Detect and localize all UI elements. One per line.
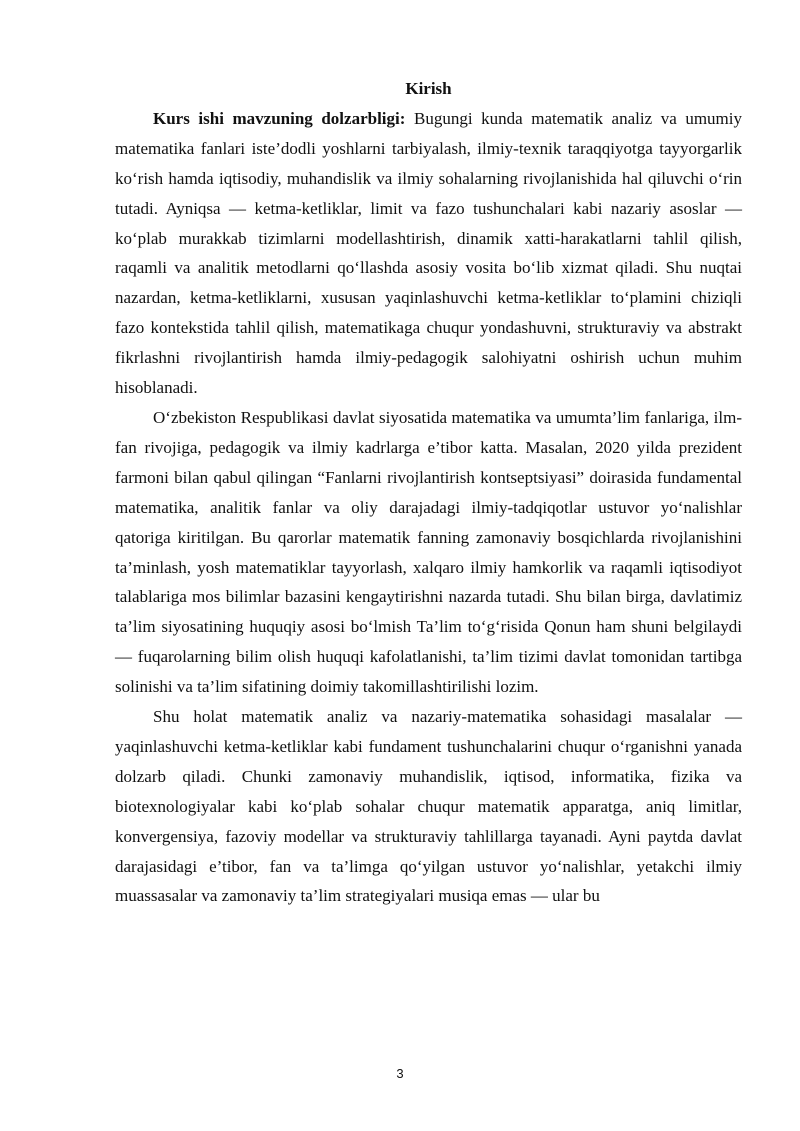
- paragraph-lead: Kurs ishi mavzuning dolzarbligi:: [153, 108, 406, 128]
- section-heading: Kirish: [405, 79, 452, 98]
- page-body: [115, 74, 742, 911]
- paragraph-3: Shu holat matematik analiz va nazariy-matematika sohasidagi masalalar — yaqinlashuvchi ketma-ketliklar kabi fundament tushunchalarini chuqur o‘rganishni yanada dolzarb qiladi. Chunki zamonaviy muhandislik, iqtisod, informatika, fizika va biotexnologiyalar kabi ko‘plab sohalar chuqur matematik apparatga, aniq limitlar, konvergensiya, fazoviy modellar va strukturaviy tahlillarga tayanadi. Ayni paytda davlat darajasidagi e’tibor, fan va ta’limga qo‘yilgan ustuvor yo‘nalishlar, yetakchi ilmiy muassasalar va zamonaviy ta’lim strategiyalari musiqa emas — ular bu: [115, 707, 742, 906]
- paragraph-2: O‘zbekiston Respublikasi davlat siyosatida matematika va umumta’lim fanlariga, ilm-fan rivojiga, pedagogik va ilmiy kadrlarga e’tibor katta. Masalan, 2020 yilda prezident farmoni bilan qabul qilingan “Fanlarni rivojlantirish kontseptsiyasi” doirasida fundamental matematika, analitik fanlar va oliy darajadagi ilmiy-tadqiqotlar ustuvor yo‘nalishlar qatoriga kiritilgan. Bu qarorlar matematik fanning zamonaviy bosqichlarda rivojlanishini ta’minlash, yosh matematiklar tayyorlash, xalqaro ilmiy hamkorlik va raqamli iqtisodiyot talablariga mos bilimlar bazasini kengaytirishni nazarda tutadi. Shu bilan birga, davlatimiz ta’lim siyosatining huquqiy asosi bo‘lmish Ta’lim to‘g‘risida Qonun ham shuni belgilaydi — fuqarolarning bilim olish huquqi kafolatlanishi, ta’lim tizimi davlat tomonidan tartibga solinishi va ta’lim sifatining doimiy takomillashtirilishi lozim.: [115, 407, 742, 697]
- page-number: 3: [396, 1066, 404, 1081]
- paragraph-1: [115, 104, 742, 403]
- paragraph-text: Bugungi kunda matematik analiz va umumiy matematika fanlari iste’dodli yoshlarni tarbiyalash, ilmiy-texnik taraqqiyotga tayyorgarlik ko‘rish hamda iqtisodiy, muhandislik va ilmiy sohalarning rivojlanishida hal qiluvchi o‘rin tutadi. Ayniqsa — ketma-ketliklar, limit va fazo tushunchalari kabi nazariy asoslar — ko‘plab murakkab tizimlarni modellashtirish, dinamik xatti-harakatlarni tahlil qilish, raqamli va analitik metodlarni qo‘llashda asosiy vosita bo‘lib xizmat qiladi. Shu nuqtai nazardan, ketma-ketliklarni, xususan yaqinlashuvchi ketma-ketliklar to‘plamini chiziqli fazo kontekstida tahlil qilish, matematikaga chuqur yondashuvni, strukturaviy va abstrakt fikrlashni rivojlantirish hamda ilmiy-pedagogik salohiyatni oshirish uchun muhim hisoblanadi.: [115, 108, 742, 398]
